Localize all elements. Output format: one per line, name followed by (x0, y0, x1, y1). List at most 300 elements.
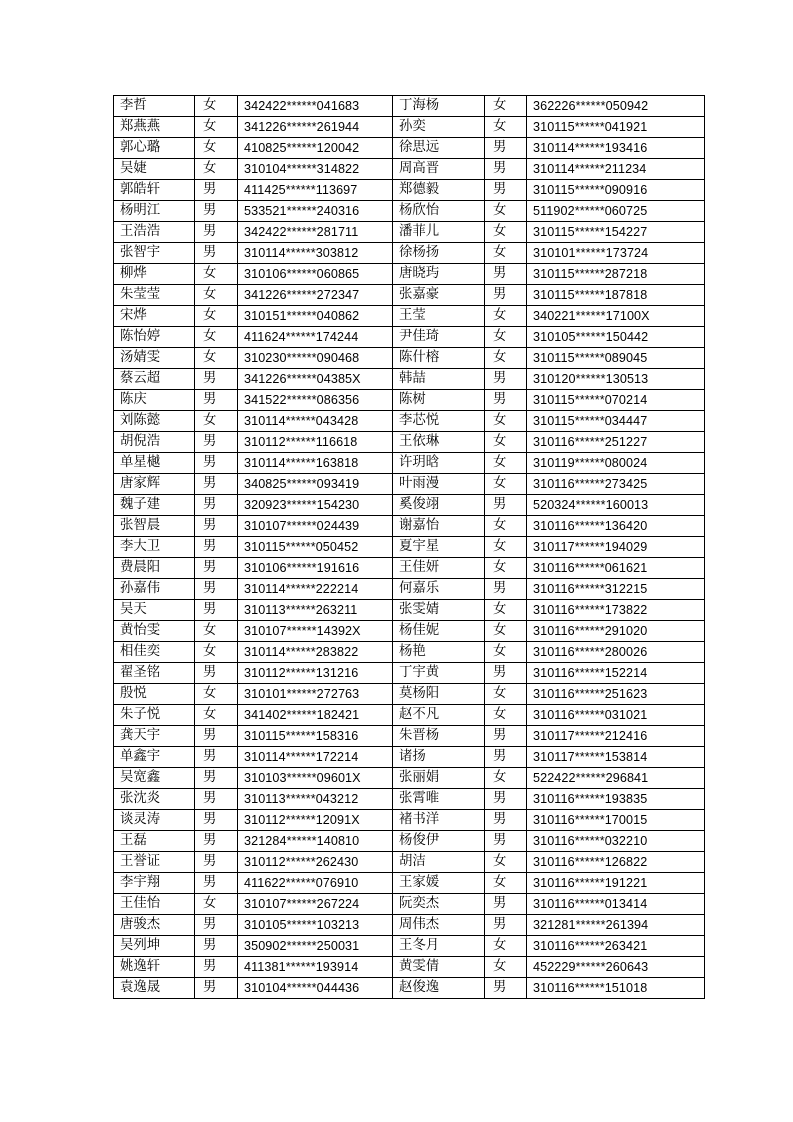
right-id-number-cell: 310116******013414 (527, 894, 705, 915)
table-row (114, 390, 705, 411)
right-gender-cell: 男 (485, 789, 527, 810)
left-name-cell: 唐骏杰 (114, 915, 195, 936)
left-id-number-cell: 410825******120042 (238, 138, 393, 159)
left-name-cell: 孙嘉伟 (114, 579, 195, 600)
right-gender-cell: 女 (485, 957, 527, 978)
right-gender-cell: 女 (485, 117, 527, 138)
right-id-number-cell: 522422******296841 (527, 768, 705, 789)
right-id-number-cell: 310117******212416 (527, 726, 705, 747)
right-name-cell: 郑德毅 (393, 180, 485, 201)
right-name-cell: 许玥晗 (393, 453, 485, 474)
left-gender-cell: 男 (195, 201, 238, 222)
right-name-cell: 徐思远 (393, 138, 485, 159)
right-id-number-cell: 310116******273425 (527, 474, 705, 495)
left-id-number-cell: 310112******116618 (238, 432, 393, 453)
right-id-number-cell: 340221******17100X (527, 306, 705, 327)
right-id-number-cell: 310115******089045 (527, 348, 705, 369)
left-gender-cell: 女 (195, 621, 238, 642)
right-gender-cell: 男 (485, 180, 527, 201)
left-id-number-cell: 310103******09601X (238, 768, 393, 789)
right-id-number-cell: 310116******291020 (527, 621, 705, 642)
right-gender-cell: 女 (485, 537, 527, 558)
left-id-number-cell: 341226******04385X (238, 369, 393, 390)
right-name-cell: 丁宇黄 (393, 663, 485, 684)
left-name-cell: 郭皓轩 (114, 180, 195, 201)
table-row (114, 936, 705, 957)
right-gender-cell: 男 (485, 285, 527, 306)
left-name-cell: 李宇翔 (114, 873, 195, 894)
right-gender-cell: 男 (485, 138, 527, 159)
table-row (114, 474, 705, 495)
right-id-number-cell: 310116******173822 (527, 600, 705, 621)
table-row (114, 957, 705, 978)
right-gender-cell: 男 (485, 810, 527, 831)
right-id-number-cell: 310116******031021 (527, 705, 705, 726)
table-row (114, 663, 705, 684)
right-name-cell: 杨俊伊 (393, 831, 485, 852)
right-id-number-cell: 452229******260643 (527, 957, 705, 978)
left-name-cell: 胡倪浩 (114, 432, 195, 453)
table-row (114, 831, 705, 852)
left-gender-cell: 女 (195, 117, 238, 138)
right-gender-cell: 女 (485, 348, 527, 369)
left-gender-cell: 女 (195, 306, 238, 327)
right-name-cell: 孙奕 (393, 117, 485, 138)
right-gender-cell: 女 (485, 873, 527, 894)
right-gender-cell: 女 (485, 96, 527, 117)
table-row (114, 306, 705, 327)
left-gender-cell: 女 (195, 894, 238, 915)
table-row (114, 810, 705, 831)
right-name-cell: 尹佳琦 (393, 327, 485, 348)
left-gender-cell: 女 (195, 285, 238, 306)
right-id-number-cell: 310116******251227 (527, 432, 705, 453)
left-id-number-cell: 310114******163818 (238, 453, 393, 474)
left-gender-cell: 女 (195, 138, 238, 159)
left-id-number-cell: 341226******261944 (238, 117, 393, 138)
left-gender-cell: 男 (195, 789, 238, 810)
right-name-cell: 陈树 (393, 390, 485, 411)
right-id-number-cell: 310116******280026 (527, 642, 705, 663)
right-name-cell: 杨艳 (393, 642, 485, 663)
right-id-number-cell: 310114******211234 (527, 159, 705, 180)
left-name-cell: 汤婧雯 (114, 348, 195, 369)
table-row (114, 432, 705, 453)
left-name-cell: 朱子悦 (114, 705, 195, 726)
left-gender-cell: 男 (195, 495, 238, 516)
left-id-number-cell: 310106******060865 (238, 264, 393, 285)
right-id-number-cell: 310116******136420 (527, 516, 705, 537)
table-row (114, 411, 705, 432)
left-gender-cell: 男 (195, 474, 238, 495)
table-row (114, 747, 705, 768)
right-gender-cell: 男 (485, 159, 527, 180)
left-gender-cell: 男 (195, 243, 238, 264)
left-name-cell: 吴列坤 (114, 936, 195, 957)
left-id-number-cell: 310114******172214 (238, 747, 393, 768)
right-name-cell: 奚俊翊 (393, 495, 485, 516)
right-id-number-cell: 310115******070214 (527, 390, 705, 411)
left-id-number-cell: 350902******250031 (238, 936, 393, 957)
table-row (114, 453, 705, 474)
right-id-number-cell: 310116******251623 (527, 684, 705, 705)
table-row (114, 327, 705, 348)
right-name-cell: 丁海杨 (393, 96, 485, 117)
left-gender-cell: 男 (195, 957, 238, 978)
left-name-cell: 袁逸晟 (114, 978, 195, 999)
left-name-cell: 王浩浩 (114, 222, 195, 243)
right-gender-cell: 男 (485, 264, 527, 285)
table-row (114, 894, 705, 915)
table-row (114, 495, 705, 516)
left-name-cell: 李大卫 (114, 537, 195, 558)
table-row (114, 138, 705, 159)
right-id-number-cell: 310115******090916 (527, 180, 705, 201)
roster-table (113, 95, 705, 999)
right-name-cell: 徐杨扬 (393, 243, 485, 264)
right-id-number-cell: 310117******194029 (527, 537, 705, 558)
right-gender-cell: 男 (485, 915, 527, 936)
left-id-number-cell: 310114******043428 (238, 411, 393, 432)
left-id-number-cell: 310112******262430 (238, 852, 393, 873)
left-name-cell: 吴天 (114, 600, 195, 621)
right-id-number-cell: 310101******173724 (527, 243, 705, 264)
left-gender-cell: 男 (195, 747, 238, 768)
left-name-cell: 唐家辉 (114, 474, 195, 495)
right-name-cell: 陈什榕 (393, 348, 485, 369)
left-id-number-cell: 310115******158316 (238, 726, 393, 747)
left-id-number-cell: 411622******076910 (238, 873, 393, 894)
table-row (114, 642, 705, 663)
left-name-cell: 谈灵涛 (114, 810, 195, 831)
left-id-number-cell: 411425******113697 (238, 180, 393, 201)
right-id-number-cell: 310116******152214 (527, 663, 705, 684)
left-gender-cell: 女 (195, 642, 238, 663)
left-gender-cell: 男 (195, 873, 238, 894)
roster-body (114, 96, 705, 999)
right-name-cell: 何嘉乐 (393, 579, 485, 600)
left-gender-cell: 男 (195, 369, 238, 390)
table-row (114, 621, 705, 642)
right-id-number-cell: 511902******060725 (527, 201, 705, 222)
right-id-number-cell: 310116******126822 (527, 852, 705, 873)
left-id-number-cell: 310104******044436 (238, 978, 393, 999)
right-name-cell: 潘菲儿 (393, 222, 485, 243)
right-gender-cell: 女 (485, 600, 527, 621)
right-gender-cell: 女 (485, 222, 527, 243)
left-id-number-cell: 310112******131216 (238, 663, 393, 684)
table-row (114, 558, 705, 579)
left-name-cell: 郭心璐 (114, 138, 195, 159)
table-row (114, 285, 705, 306)
right-id-number-cell: 310116******151018 (527, 978, 705, 999)
right-id-number-cell: 310114******193416 (527, 138, 705, 159)
right-name-cell: 夏宇星 (393, 537, 485, 558)
left-name-cell: 姚逸轩 (114, 957, 195, 978)
right-name-cell: 杨佳妮 (393, 621, 485, 642)
right-id-number-cell: 321281******261394 (527, 915, 705, 936)
right-gender-cell: 男 (485, 894, 527, 915)
right-id-number-cell: 310115******187818 (527, 285, 705, 306)
left-name-cell: 李哲 (114, 96, 195, 117)
table-row (114, 873, 705, 894)
table-row (114, 600, 705, 621)
left-name-cell: 蔡云超 (114, 369, 195, 390)
left-id-number-cell: 411624******174244 (238, 327, 393, 348)
left-gender-cell: 男 (195, 432, 238, 453)
left-gender-cell: 男 (195, 726, 238, 747)
left-id-number-cell: 340825******093419 (238, 474, 393, 495)
left-id-number-cell: 321284******140810 (238, 831, 393, 852)
table-row (114, 243, 705, 264)
left-id-number-cell: 341522******086356 (238, 390, 393, 411)
right-gender-cell: 男 (485, 978, 527, 999)
left-name-cell: 王佳怡 (114, 894, 195, 915)
right-gender-cell: 女 (485, 852, 527, 873)
right-gender-cell: 女 (485, 474, 527, 495)
right-id-number-cell: 310117******153814 (527, 747, 705, 768)
left-id-number-cell: 310230******090468 (238, 348, 393, 369)
right-id-number-cell: 310119******080024 (527, 453, 705, 474)
left-id-number-cell: 320923******154230 (238, 495, 393, 516)
table-row (114, 201, 705, 222)
left-id-number-cell: 310105******103213 (238, 915, 393, 936)
right-gender-cell: 女 (485, 411, 527, 432)
right-name-cell: 王家媛 (393, 873, 485, 894)
table-row (114, 768, 705, 789)
left-id-number-cell: 310106******191616 (238, 558, 393, 579)
left-id-number-cell: 310101******272763 (238, 684, 393, 705)
left-gender-cell: 女 (195, 348, 238, 369)
left-gender-cell: 女 (195, 264, 238, 285)
right-gender-cell: 女 (485, 768, 527, 789)
left-id-number-cell: 310113******263211 (238, 600, 393, 621)
left-name-cell: 王誉证 (114, 852, 195, 873)
table-row (114, 852, 705, 873)
right-id-number-cell: 310116******061621 (527, 558, 705, 579)
right-gender-cell: 男 (485, 726, 527, 747)
right-name-cell: 张雯婧 (393, 600, 485, 621)
right-gender-cell: 女 (485, 516, 527, 537)
left-gender-cell: 男 (195, 915, 238, 936)
left-id-number-cell: 310107******024439 (238, 516, 393, 537)
right-name-cell: 赵俊逸 (393, 978, 485, 999)
left-id-number-cell: 341226******272347 (238, 285, 393, 306)
left-id-number-cell: 533521******240316 (238, 201, 393, 222)
right-gender-cell: 男 (485, 663, 527, 684)
right-name-cell: 张霄唯 (393, 789, 485, 810)
right-gender-cell: 男 (485, 390, 527, 411)
table-row (114, 264, 705, 285)
right-name-cell: 周高晋 (393, 159, 485, 180)
left-gender-cell: 男 (195, 390, 238, 411)
left-name-cell: 黄怡雯 (114, 621, 195, 642)
left-id-number-cell: 310112******12091X (238, 810, 393, 831)
left-name-cell: 朱莹莹 (114, 285, 195, 306)
right-id-number-cell: 310105******150442 (527, 327, 705, 348)
left-name-cell: 杨明江 (114, 201, 195, 222)
left-gender-cell: 男 (195, 222, 238, 243)
right-name-cell: 唐晓玙 (393, 264, 485, 285)
right-gender-cell: 男 (485, 495, 527, 516)
right-id-number-cell: 310115******041921 (527, 117, 705, 138)
right-name-cell: 周伟杰 (393, 915, 485, 936)
left-id-number-cell: 342422******281711 (238, 222, 393, 243)
table-row (114, 537, 705, 558)
right-name-cell: 李芯悦 (393, 411, 485, 432)
left-gender-cell: 男 (195, 180, 238, 201)
table-row (114, 579, 705, 600)
right-gender-cell: 男 (485, 747, 527, 768)
left-gender-cell: 男 (195, 600, 238, 621)
right-name-cell: 韩喆 (393, 369, 485, 390)
left-name-cell: 费晨阳 (114, 558, 195, 579)
table-row (114, 117, 705, 138)
right-gender-cell: 女 (485, 327, 527, 348)
table-row (114, 348, 705, 369)
left-gender-cell: 男 (195, 516, 238, 537)
right-name-cell: 王依琳 (393, 432, 485, 453)
left-id-number-cell: 310114******222214 (238, 579, 393, 600)
left-name-cell: 单星樾 (114, 453, 195, 474)
left-name-cell: 柳烨 (114, 264, 195, 285)
left-gender-cell: 男 (195, 852, 238, 873)
left-name-cell: 陈庆 (114, 390, 195, 411)
right-gender-cell: 男 (485, 831, 527, 852)
right-id-number-cell: 310116******263421 (527, 936, 705, 957)
right-gender-cell: 女 (485, 642, 527, 663)
left-gender-cell: 男 (195, 558, 238, 579)
left-gender-cell: 女 (195, 96, 238, 117)
left-gender-cell: 女 (195, 411, 238, 432)
left-name-cell: 张智晨 (114, 516, 195, 537)
table-row (114, 789, 705, 810)
left-name-cell: 陈怡婷 (114, 327, 195, 348)
left-id-number-cell: 310104******314822 (238, 159, 393, 180)
right-name-cell: 谢嘉怡 (393, 516, 485, 537)
left-id-number-cell: 310107******267224 (238, 894, 393, 915)
left-name-cell: 翟圣铭 (114, 663, 195, 684)
right-name-cell: 赵不凡 (393, 705, 485, 726)
left-name-cell: 吴宽鑫 (114, 768, 195, 789)
table-row (114, 978, 705, 999)
right-gender-cell: 男 (485, 369, 527, 390)
right-name-cell: 诸扬 (393, 747, 485, 768)
left-name-cell: 刘陈懿 (114, 411, 195, 432)
right-id-number-cell: 310115******154227 (527, 222, 705, 243)
left-gender-cell: 女 (195, 684, 238, 705)
right-gender-cell: 女 (485, 705, 527, 726)
right-gender-cell: 女 (485, 432, 527, 453)
right-gender-cell: 女 (485, 306, 527, 327)
left-gender-cell: 男 (195, 579, 238, 600)
right-gender-cell: 女 (485, 201, 527, 222)
right-id-number-cell: 520324******160013 (527, 495, 705, 516)
right-gender-cell: 男 (485, 579, 527, 600)
right-name-cell: 莫杨阳 (393, 684, 485, 705)
left-name-cell: 殷悦 (114, 684, 195, 705)
right-name-cell: 叶雨漫 (393, 474, 485, 495)
right-name-cell: 张丽娟 (393, 768, 485, 789)
right-id-number-cell: 310116******170015 (527, 810, 705, 831)
left-name-cell: 单鑫宇 (114, 747, 195, 768)
left-id-number-cell: 310114******283822 (238, 642, 393, 663)
left-id-number-cell: 310107******14392X (238, 621, 393, 642)
left-name-cell: 龚天宇 (114, 726, 195, 747)
right-id-number-cell: 310116******191221 (527, 873, 705, 894)
left-name-cell: 郑燕燕 (114, 117, 195, 138)
left-gender-cell: 男 (195, 831, 238, 852)
left-id-number-cell: 310113******043212 (238, 789, 393, 810)
right-name-cell: 王冬月 (393, 936, 485, 957)
right-gender-cell: 女 (485, 243, 527, 264)
left-id-number-cell: 310151******040862 (238, 306, 393, 327)
right-name-cell: 张嘉豪 (393, 285, 485, 306)
right-name-cell: 王佳妍 (393, 558, 485, 579)
right-gender-cell: 女 (485, 453, 527, 474)
table-row (114, 726, 705, 747)
right-name-cell: 王莹 (393, 306, 485, 327)
table-row (114, 159, 705, 180)
left-id-number-cell: 310114******303812 (238, 243, 393, 264)
right-id-number-cell: 310115******287218 (527, 264, 705, 285)
right-name-cell: 杨欣怡 (393, 201, 485, 222)
left-gender-cell: 女 (195, 159, 238, 180)
right-name-cell: 褚书洋 (393, 810, 485, 831)
left-gender-cell: 男 (195, 663, 238, 684)
left-gender-cell: 男 (195, 936, 238, 957)
left-name-cell: 相佳奕 (114, 642, 195, 663)
right-id-number-cell: 310116******193835 (527, 789, 705, 810)
right-gender-cell: 女 (485, 558, 527, 579)
right-id-number-cell: 310116******312215 (527, 579, 705, 600)
right-gender-cell: 女 (485, 936, 527, 957)
right-id-number-cell: 310115******034447 (527, 411, 705, 432)
table-row (114, 369, 705, 390)
right-name-cell: 胡洁 (393, 852, 485, 873)
right-id-number-cell: 310116******032210 (527, 831, 705, 852)
table-row (114, 180, 705, 201)
right-name-cell: 朱晋杨 (393, 726, 485, 747)
left-gender-cell: 男 (195, 537, 238, 558)
left-name-cell: 吴婕 (114, 159, 195, 180)
right-name-cell: 黄雯倩 (393, 957, 485, 978)
left-name-cell: 魏子建 (114, 495, 195, 516)
left-gender-cell: 女 (195, 327, 238, 348)
left-gender-cell: 男 (195, 978, 238, 999)
left-id-number-cell: 411381******193914 (238, 957, 393, 978)
table-row (114, 705, 705, 726)
right-name-cell: 阮奕杰 (393, 894, 485, 915)
left-gender-cell: 女 (195, 705, 238, 726)
table-row (114, 915, 705, 936)
left-id-number-cell: 342422******041683 (238, 96, 393, 117)
table-row (114, 96, 705, 117)
left-name-cell: 王磊 (114, 831, 195, 852)
right-id-number-cell: 310120******130513 (527, 369, 705, 390)
left-name-cell: 张沈炎 (114, 789, 195, 810)
left-name-cell: 宋烨 (114, 306, 195, 327)
right-gender-cell: 女 (485, 621, 527, 642)
left-name-cell: 张智宇 (114, 243, 195, 264)
table-row (114, 516, 705, 537)
left-gender-cell: 男 (195, 453, 238, 474)
left-id-number-cell: 341402******182421 (238, 705, 393, 726)
right-id-number-cell: 362226******050942 (527, 96, 705, 117)
table-row (114, 222, 705, 243)
left-gender-cell: 男 (195, 768, 238, 789)
left-gender-cell: 男 (195, 810, 238, 831)
